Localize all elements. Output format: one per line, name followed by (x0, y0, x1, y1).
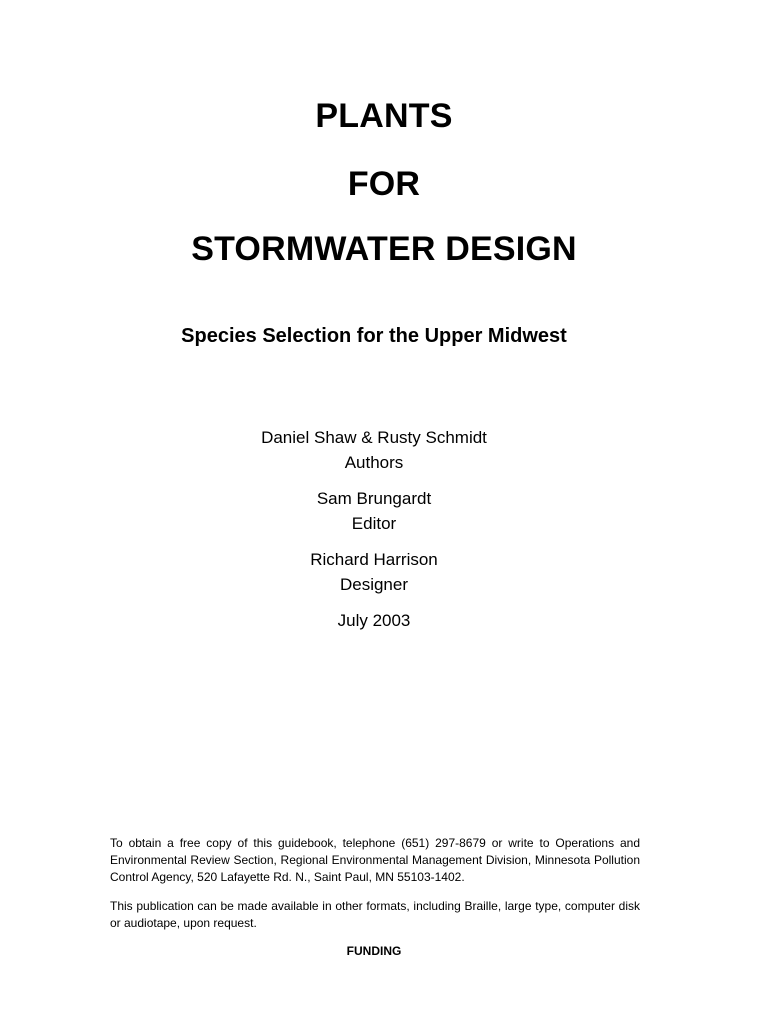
title-line-1: PLANTS (315, 97, 453, 135)
editor-name: Sam Brungardt (316, 489, 432, 508)
funding-heading: FUNDING (346, 944, 402, 958)
designer-credit (0, 547, 748, 597)
title-line-3: STORMWATER DESIGN (191, 230, 577, 268)
title-line-2: FOR (347, 165, 421, 203)
authors-role: Authors (344, 453, 404, 472)
editor-role: Editor (351, 514, 397, 533)
designer-name: Richard Harrison (310, 550, 438, 569)
designer-role: Designer (339, 575, 409, 594)
contact-paragraph: To obtain a free copy of this guidebook, telephone (651) 297-8679 or write to Operations and Environmental Review Section, Regional Environmental Management Division, Minnesota Pollution Control Agency, 520 Lafayette Rd. N., Saint Paul, MN 55103-1402. (110, 836, 640, 884)
authors-credit (0, 425, 748, 475)
formats-paragraph: This publication can be made available in other formats, including Braille, large type, computer disk or audiotape, upon request. (110, 899, 640, 930)
authors-names: Daniel Shaw & Rusty Schmidt (261, 428, 487, 447)
subtitle: Species Selection for the Upper Midwest (181, 325, 567, 347)
publication-date: July 2003 (337, 611, 411, 630)
editor-credit (0, 486, 748, 536)
